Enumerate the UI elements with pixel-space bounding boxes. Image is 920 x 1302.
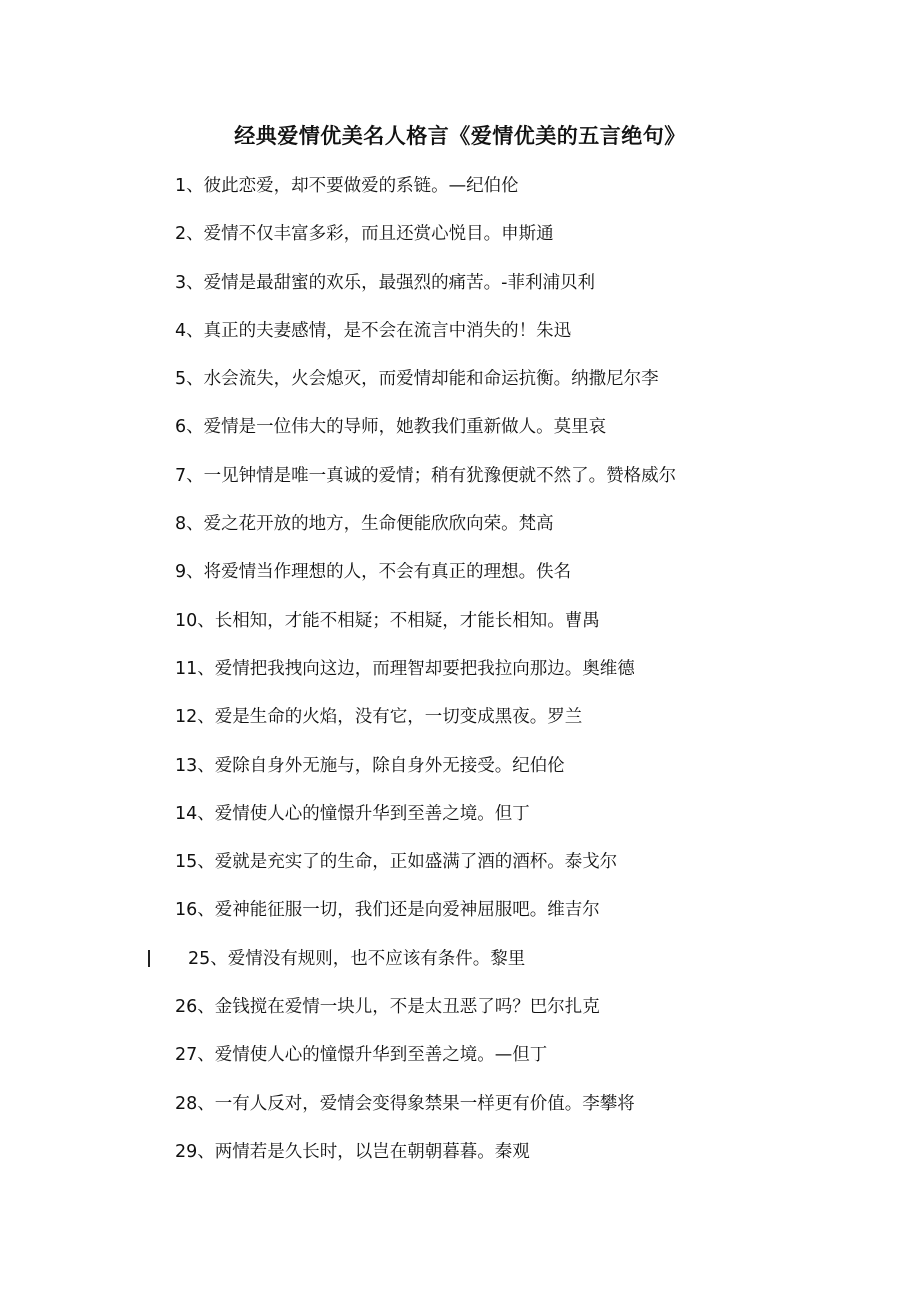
quote-line: 5、水会流失，火会熄灭，而爱情却能和命运抗衡。纳撒尼尔李 bbox=[175, 369, 659, 390]
quote-line: 14、爱情使人心的憧憬升华到至善之境。但丁 bbox=[175, 803, 530, 824]
quote-line: 3、爱情是最甜蜜的欢乐，最强烈的痛苦。-菲利浦贝利 bbox=[175, 272, 595, 293]
quote-line: 26、金钱搅在爱情一块儿，不是太丑恶了吗？巴尔扎克 bbox=[175, 997, 600, 1018]
quote-line-with-margin-mark bbox=[0, 941, 920, 989]
quote-line: 27、爱情使人心的憧憬升华到至善之境。—但丁 bbox=[175, 1045, 548, 1066]
quote-line: 7、一见钟情是唯一真诚的爱情；稍有犹豫便就不然了。赞格威尔 bbox=[175, 465, 677, 486]
quote-line: 29、两情若是久长时，以岂在朝朝暮暮。秦观 bbox=[175, 1141, 530, 1162]
document-title: 经典爱情优美名人格言《爱情优美的五言绝句》 bbox=[234, 124, 686, 148]
quote-line: 2、爱情不仅丰富多彩，而且还赏心悦目。申斯通 bbox=[175, 224, 554, 245]
quote-line: 15、爱就是充实了的生命，正如盛满了酒的酒杯。泰戈尔 bbox=[175, 852, 618, 873]
quote-line: 11、爱情把我拽向这边，而理智却要把我拉向那边。奥维德 bbox=[175, 658, 635, 679]
margin-mark bbox=[148, 950, 150, 967]
quote-line: 12、爱是生命的火焰，没有它，一切变成黑夜。罗兰 bbox=[175, 707, 583, 728]
quote-list bbox=[0, 168, 920, 1182]
quote-line: 13、爱除自身外无施与，除自身外无接受。纪伯伦 bbox=[175, 755, 565, 776]
quote-line: 4、真正的夫妻感情，是不会在流言中消失的！朱迅 bbox=[175, 320, 572, 341]
quote-line: 1、彼此恋爱，却不要做爱的系链。—纪伯伦 bbox=[175, 176, 519, 196]
quote-line: 8、爱之花开放的地方，生命便能欣欣向荣。梵高 bbox=[175, 514, 554, 535]
quote-line: 16、爱神能征服一切，我们还是向爱神屈服吧。维吉尔 bbox=[175, 900, 600, 921]
quote-line: 9、将爱情当作理想的人，不会有真正的理想。佚名 bbox=[175, 562, 572, 583]
quote-line: 28、一有人反对，爱情会变得象禁果一样更有价值。李攀将 bbox=[175, 1093, 635, 1114]
quote-text: 25、爱情没有规则，也不应该有条件。黎里 bbox=[188, 948, 526, 969]
quote-line: 6、爱情是一位伟大的导师，她教我们重新做人。莫里哀 bbox=[175, 417, 607, 438]
quote-line: 10、长相知，才能不相疑；不相疑，才能长相知。曹禺 bbox=[175, 610, 600, 631]
